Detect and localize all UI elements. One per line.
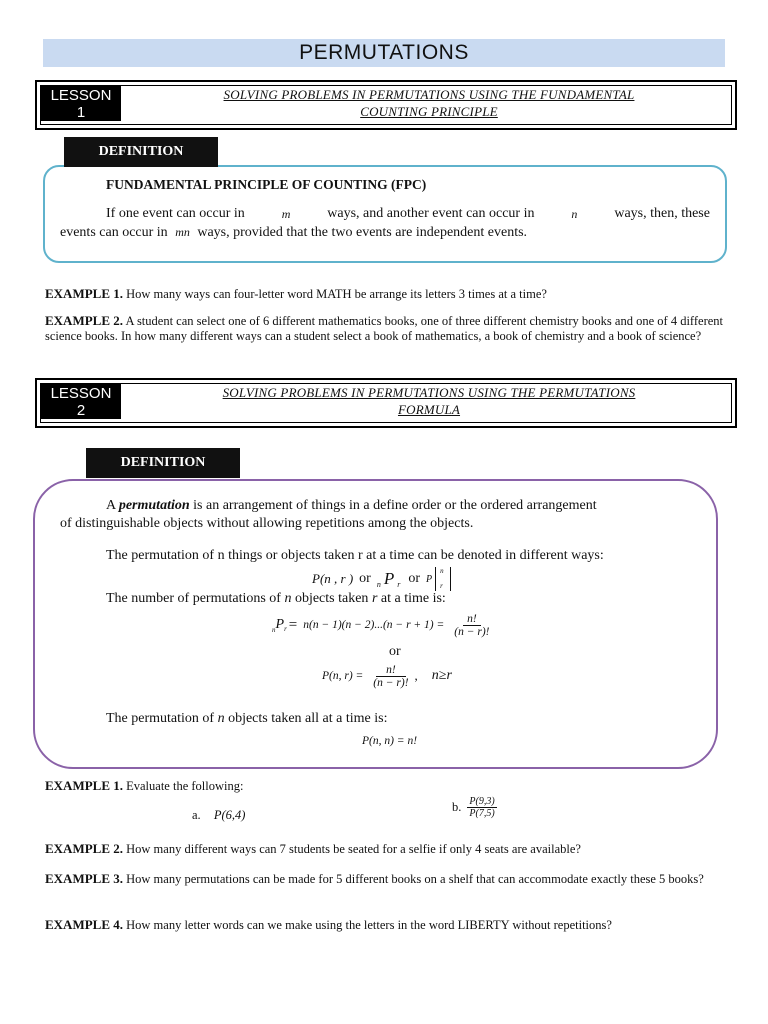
page-title: PERMUTATIONS: [43, 39, 725, 67]
lesson-2-example-1: [45, 778, 243, 794]
fpc-line1-c: ways, then, these: [614, 206, 710, 221]
lesson-1-example-2-text: A student can select one of 6 different mathematics books, one of three different chemistry books and one of 4 different science books. In how many different ways can a student select a book of mathematics, a book of chemistry and a book of science?: [45, 314, 724, 343]
formula-2: [322, 660, 452, 692]
formula-1-product: n(n − 1)(n − 2)...(n − r + 1) =: [303, 619, 445, 631]
fpc-line2-a: events can occur in: [60, 225, 168, 240]
formula-2-condition: n≥r: [431, 668, 452, 683]
lesson-2-title-line2: FORMULA: [397, 402, 461, 417]
perm-count-intro: [106, 590, 446, 608]
lesson-2-tag-number: 2: [76, 402, 86, 419]
lesson-2-example-3-label: EXAMPLE 3.: [45, 871, 123, 886]
lesson-2-example-1-a: [192, 808, 245, 823]
example-1-b-label: b.: [452, 800, 462, 814]
lesson-1-example-1-label: EXAMPLE 1.: [45, 286, 123, 301]
example-1-b-num: P(9,3): [469, 796, 495, 807]
formula-1-equals: =: [288, 616, 298, 633]
fpc-heading: FUNDAMENTAL PRINCIPLE OF COUNTING (FPC): [106, 177, 427, 192]
example-1-b-den: P(7,5): [469, 808, 495, 819]
formula-2-comma: ,: [414, 668, 418, 683]
formula-1-den: (n − r)!: [454, 625, 490, 638]
formula-2-lhs: P(n, r) =: [322, 670, 364, 682]
example-1-a-label: a.: [192, 808, 201, 822]
perm-def-term: permutation: [118, 498, 190, 513]
fpc-line1-b: ways, and another event can occur in: [327, 206, 535, 221]
lesson-2-example-4-label: EXAMPLE 4.: [45, 917, 123, 932]
lesson-2-example-1-label: EXAMPLE 1.: [45, 778, 123, 793]
notation-2-main: P: [383, 569, 395, 588]
perm-all-intro: [106, 710, 387, 728]
lesson-1-example-2: [45, 313, 723, 344]
fpc-definition-text: [60, 205, 710, 242]
formula-1-sub: r: [284, 625, 287, 633]
lesson-2-definition-label: DEFINITION: [86, 448, 240, 478]
lesson-2-example-3-text: How many permutations can be made for 5 different books on a shelf that can accommodate exactly these 5 books?: [126, 872, 704, 886]
perm-all-b: objects taken all at a time is:: [228, 711, 388, 726]
example-1-b-fraction: [467, 796, 496, 819]
fpc-var-mn: mn: [175, 225, 190, 239]
perm-all-n: n: [217, 711, 225, 726]
lesson-1-tag-word: LESSON: [50, 87, 112, 104]
permutation-definition: [60, 497, 700, 533]
formula-1-fraction: [450, 613, 493, 638]
fpc-line1-a: If one event can occur in: [106, 206, 245, 221]
lesson-1-definition-label: DEFINITION: [64, 137, 218, 167]
lesson-2-example-1-b: [452, 796, 497, 819]
lesson-1-example-1-text: How many ways can four-letter word MATH be arrange its letters 3 times at a time?: [126, 287, 547, 301]
lesson-2-example-4: [45, 917, 723, 933]
lesson-2-title: [129, 384, 729, 418]
notation-2-sub-left: n: [376, 579, 381, 589]
formula-3: P(n, n) = n!: [362, 735, 418, 747]
lesson-2-example-1-text: Evaluate the following:: [126, 779, 244, 793]
notation-3-bottom: r: [440, 582, 443, 590]
notation-or-1: or: [359, 571, 371, 586]
notation-or-2: or: [408, 571, 421, 586]
formula-2-num: n!: [376, 664, 406, 677]
perm-count-a: The number of permutations of: [106, 591, 281, 606]
formula-1: [272, 610, 494, 640]
formula-2-den: (n − r)!: [373, 676, 409, 689]
notation-3-main: P: [426, 573, 433, 585]
lesson-2-example-4-text: How many letter words can we make using the letters in the word LIBERTY without repetitions?: [126, 918, 612, 932]
perm-count-r: r: [371, 591, 378, 606]
perm-def-a: A: [106, 498, 116, 513]
lesson-2-tag-word: LESSON: [50, 385, 112, 402]
perm-count-b: objects taken: [294, 591, 369, 606]
lesson-2-example-3: [45, 871, 723, 887]
perm-notation-intro: The permutation of n things or objects taken r at a time can be denoted in different ways:: [106, 548, 604, 563]
lesson-1-example-2-label: EXAMPLE 2.: [45, 313, 124, 328]
fpc-line2-b: ways, provided that the two events are independent events.: [197, 225, 528, 240]
notation-1: P(n , r ): [312, 571, 354, 586]
perm-all-a: The permutation of: [106, 711, 215, 726]
perm-count-c: at a time is:: [380, 591, 446, 606]
lesson-1-example-1: [45, 286, 725, 302]
notation-3-top: n: [440, 567, 444, 575]
lesson-1-tag-number: 1: [76, 104, 86, 121]
lesson-2-header: [35, 378, 737, 428]
perm-count-n: n: [284, 591, 292, 606]
perm-def-c: of distinguishable objects without allowing repetitions among the objects.: [60, 516, 474, 531]
notation-2-sub-right: r: [397, 579, 401, 589]
lesson-1-header: [35, 80, 737, 130]
fpc-var-m: m: [281, 207, 291, 221]
lesson-1-title-line2: COUNTING PRINCIPLE: [360, 104, 498, 119]
lesson-2-title-line1: SOLVING PROBLEMS IN PERMUTATIONS USING THE PERMUTATIONS: [222, 385, 636, 400]
lesson-2-example-2: [45, 841, 725, 857]
perm-notation-line: [312, 565, 451, 593]
lesson-1-tag: [41, 85, 121, 121]
formula-1-num: n!: [463, 613, 481, 626]
lesson-2-example-2-label: EXAMPLE 2.: [45, 841, 123, 856]
perm-def-b: is an arrangement of things in a define order or the ordered arrangement: [193, 498, 597, 513]
formula-2-fraction: [369, 664, 412, 689]
lesson-1-title-line1: SOLVING PROBLEMS IN PERMUTATIONS USING THE FUNDAMENTAL: [223, 87, 635, 102]
lesson-2-example-2-text: How many different ways can 7 students be seated for a selfie if only 4 seats are available?: [126, 842, 581, 856]
fpc-var-n: n: [571, 207, 578, 221]
formula-1-pre: n: [272, 626, 276, 634]
formula-1-P: P: [275, 617, 285, 632]
notation-3-bracket: [435, 567, 451, 591]
example-1-a-expr: P(6,4): [213, 808, 246, 822]
lesson-1-title: [129, 86, 729, 120]
formula-or: or: [389, 644, 401, 659]
lesson-2-tag: [41, 383, 121, 419]
